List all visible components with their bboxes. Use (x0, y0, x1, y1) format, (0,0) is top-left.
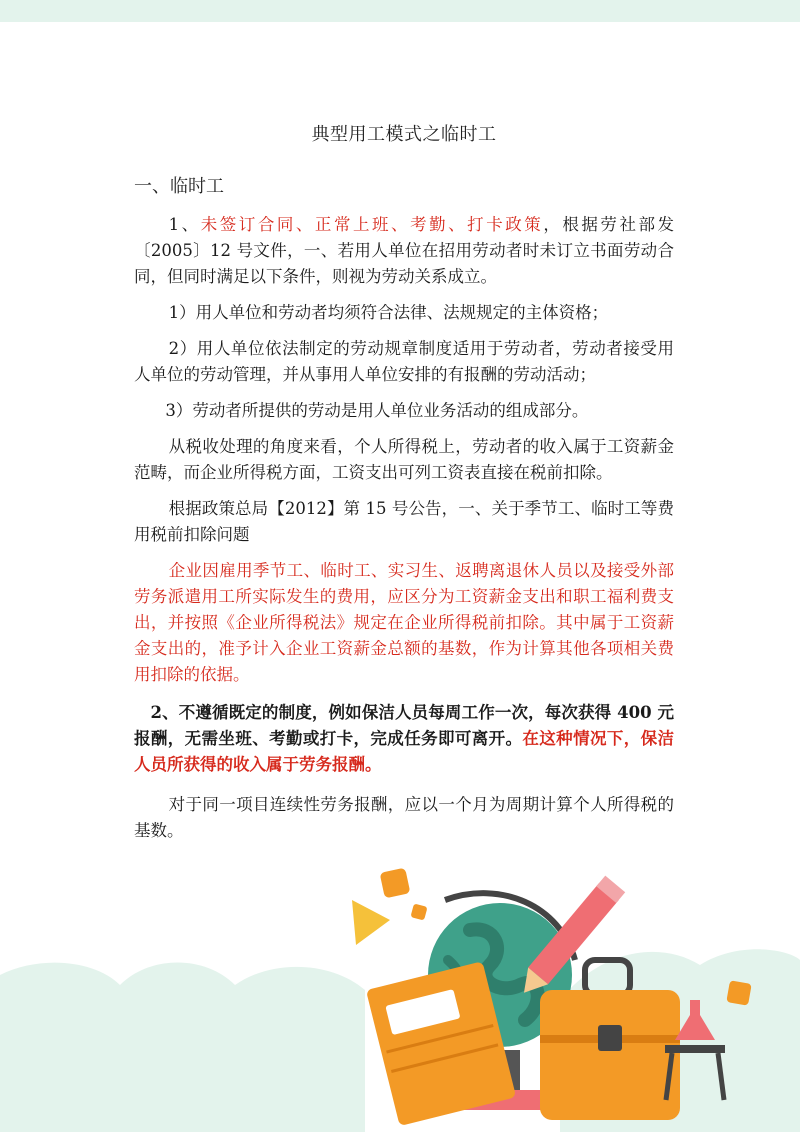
orange-square-decor (380, 868, 411, 899)
document-body (134, 120, 674, 854)
briefcase-icon (540, 990, 680, 1120)
para1-red-highlight: 未签订合同、正常上班、考勤、打卡政策 (200, 215, 544, 234)
condition-item-3: 3）劳动者所提供的劳动是用人单位业务活动的组成部分。 (165, 401, 589, 420)
policy-red-paragraph: 企业因雇用季节工、临时工、实习生、返聘离退休人员以及接受外部劳务派遣用工所实际发生的费用，应区分为工资薪金支出和职工福利费支出，并按照《企业所得税法》规定在企业所得税前扣除。其中属于工资薪金支出的，准予计入企业工资薪金总额的基数，作为计算其他各项相关费用扣除的依据。 (134, 561, 674, 684)
condition-item-1: 1）用人单位和劳动者均须符合法律、法规规定的主体资格； (168, 303, 609, 322)
orange-square-decor-3 (726, 980, 751, 1005)
last-paragraph: 对于同一项目连续性劳务报酬，应以一个月为周期计算个人所得税的基数。 (134, 795, 674, 840)
yellow-triangle-decor (352, 900, 390, 945)
policy-paragraph: 根据政策总局【2012】第 15 号公告，一、关于季节工、临时工等费用税前扣除问题 (134, 499, 674, 544)
orange-square-decor-2 (410, 903, 427, 920)
para1-rest: ，根据劳社部发〔2005〕12 号文件，一、若用人单位在招用劳动者时未订立书面劳动合同，但同时满足以下条件，则视为劳动关系成立。 (134, 215, 675, 286)
para2-red-highlight: 在这种情况下，保洁人员所获得的收入属于劳务报酬。 (134, 729, 675, 774)
section-heading: 一、临时工 (134, 176, 224, 197)
small-table (665, 1045, 725, 1053)
para2-text: 2、不遵循既定的制度，例如保洁人员每周工作一次，每次获得 400 元报酬，无需坐班、考勤或打卡，完成任务即可离开。 (134, 703, 674, 748)
paragraph-2 (134, 700, 674, 778)
mint-cloud-background (0, 963, 365, 1132)
condition-item-2: 2）用人单位依法制定的劳动规章制度适用于劳动者，劳动者接受用人单位的劳动管理，并从事用人单位安排的有报酬的劳动活动； (134, 339, 674, 384)
paragraph-1 (134, 212, 674, 290)
para1-prefix: 1、 (168, 215, 201, 234)
tax-paragraph: 从税收处理的角度来看，个人所得税上，劳动者的收入属于工资薪金范畴，而企业所得税方面，工资支出可列工资表直接在税前扣除。 (134, 437, 674, 482)
document-title: 典型用工模式之临时工 (311, 124, 497, 145)
